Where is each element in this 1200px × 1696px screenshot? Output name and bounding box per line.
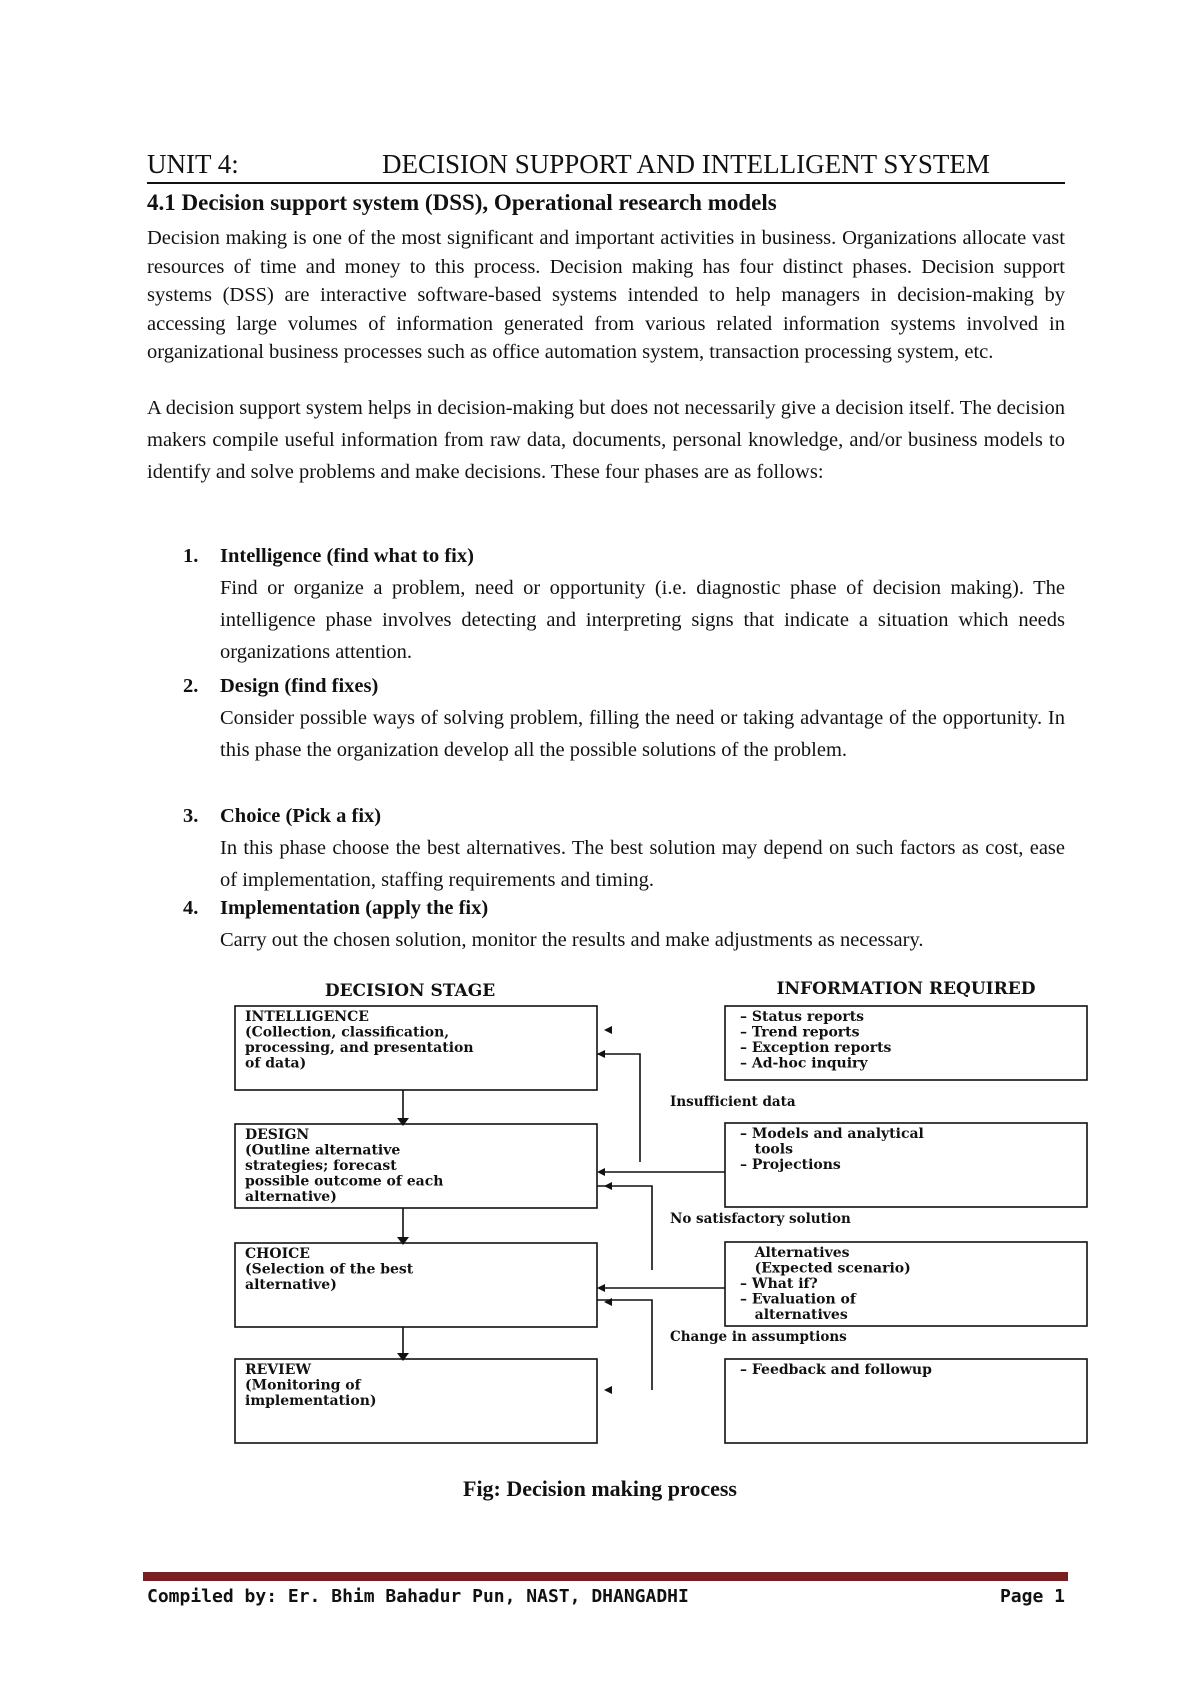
arrowhead — [604, 1298, 612, 1306]
phase-item — [147, 540, 1065, 670]
info-intelligence-text: – Trend reports — [740, 1024, 860, 1041]
feedback-line — [597, 1300, 652, 1390]
unit-header — [147, 148, 1065, 184]
phase-title: Implementation (apply the fix) — [220, 897, 489, 919]
stage-intelligence-text: (Collection, classification, — [245, 1024, 450, 1041]
arrowhead — [604, 1182, 612, 1190]
arrowhead — [597, 1284, 605, 1292]
info-choice-text: Alternatives — [740, 1245, 850, 1261]
decision-process-diagram — [200, 970, 1100, 1450]
info-intelligence-text: – Status reports — [740, 1009, 865, 1025]
info-intelligence-text: – Ad-hoc inquiry — [740, 1055, 868, 1072]
stage-design-text: alternative) — [245, 1189, 337, 1205]
phase-description: Consider possible ways of solving problem, filling the need or taking advantage of the opportunity. In this phase the organization develop all the possible solutions of the problem. — [220, 707, 1065, 761]
stage-intelligence-text: INTELLIGENCE — [245, 1009, 369, 1025]
arrowhead — [597, 1168, 605, 1176]
phase-list — [147, 540, 1065, 952]
phase-number: 1. — [183, 545, 199, 567]
page-number: Page 1 — [999, 1586, 1065, 1607]
phase-number: 4. — [183, 897, 199, 919]
footer-divider — [143, 1572, 1068, 1581]
stage-design-text: (Outline alternative — [245, 1142, 401, 1159]
dss-paragraph: A decision support system helps in decision-making but does not necessarily give a decision itself. The decision makers compile useful information from raw data, documents, personal knowledge, and/or business models to identify and solve problems and make decisions. These four phases are as follows: — [147, 397, 1065, 483]
info-choice-text: – What if? — [740, 1276, 818, 1292]
info-choice-text: (Expected scenario) — [740, 1260, 911, 1277]
stage-design-text: possible outcome of each — [245, 1173, 444, 1190]
phase-description: In this phase choose the best alternatives. The best solution may depend on such factors as cost, ease of implementation, staffing requirements and timing. — [220, 837, 1065, 891]
phase-item — [147, 800, 1065, 892]
arrowhead — [604, 1386, 612, 1394]
stage-design-text: strategies; forecast — [245, 1158, 397, 1174]
unit-label: UNIT 4: — [147, 149, 239, 179]
phase-title: Design (find fixes) — [220, 675, 379, 697]
intro-paragraph: Decision making is one of the most significant and important activities in business. Organizations allocate vast resources of time and money to this process. Decision making has four distinct phases. Decision support systems (DSS) are interactive software-based systems intended to help managers in decision-making by accessing large volumes of information generated from various related information systems involved in organizational business processes such as office automation system, transaction processing system, etc. — [147, 227, 1065, 363]
stage-review-text: (Monitoring of — [245, 1377, 361, 1394]
arrowhead — [397, 1353, 409, 1361]
decision-stage-heading: DECISION STAGE — [324, 981, 496, 1001]
stage-choice-text: CHOICE — [245, 1246, 310, 1262]
phase-number: 3. — [183, 805, 199, 827]
arrowhead — [397, 1237, 409, 1245]
diagram-svg — [200, 970, 1100, 1450]
feedback-line — [597, 1186, 652, 1270]
information-required-heading: INFORMATION REQUIRED — [776, 979, 1036, 999]
arrowhead — [397, 1118, 409, 1126]
info-design-text: – Models and analytical — [740, 1126, 924, 1142]
info-choice-text: – Evaluation of — [740, 1291, 856, 1308]
info-review-text: – Feedback and followup — [740, 1362, 932, 1378]
phase-description: Carry out the chosen solution, monitor the results and make adjustments as necessary. — [220, 929, 924, 951]
info-intelligence-text: – Exception reports — [740, 1040, 892, 1056]
feedback-label-change-in-assumptions: Change in assumptions — [670, 1329, 847, 1345]
phase-title: Intelligence (find what to fix) — [220, 545, 474, 567]
feedback-label-no-satisfactory-solution: No satisfactory solution — [670, 1211, 851, 1227]
phase-number: 2. — [183, 675, 199, 697]
arrowhead — [604, 1026, 612, 1034]
info-choice-text: alternatives — [740, 1307, 848, 1323]
arrowhead — [597, 1050, 605, 1058]
phase-item — [147, 670, 1065, 800]
stage-intelligence-text: processing, and presentation — [245, 1040, 474, 1056]
feedback-label-insufficient-data: Insufficient data — [670, 1094, 796, 1110]
unit-title: DECISION SUPPORT AND INTELLIGENT SYSTEM — [382, 149, 990, 179]
info-design-text: – Projections — [740, 1157, 841, 1173]
phase-description: Find or organize a problem, need or opportunity (i.e. diagnostic phase of decision making). The intelligence phase involves detecting and interpreting signs that indicate a situation which needs organizations attention. — [220, 577, 1065, 663]
stage-choice-text: alternative) — [245, 1277, 337, 1293]
page-footer — [147, 1586, 1065, 1616]
phase-title: Choice (Pick a fix) — [220, 805, 382, 827]
stage-choice-text: (Selection of the best — [245, 1261, 414, 1278]
feedback-line — [597, 1054, 640, 1162]
section-heading: 4.1 Decision support system (DSS), Operational research models — [147, 190, 777, 215]
stage-design-text: DESIGN — [245, 1127, 310, 1143]
stage-review-text: REVIEW — [245, 1362, 312, 1378]
phase-item — [147, 892, 1065, 952]
info-design-text: tools — [740, 1141, 793, 1158]
stage-intelligence-text: of data) — [245, 1055, 307, 1072]
figure-caption: Fig: Decision making process — [463, 1476, 737, 1501]
stage-review-text: implementation) — [245, 1393, 377, 1409]
footer-credit: Compiled by: Er. Bhim Bahadur Pun, NAST, DHANGADHI — [147, 1586, 689, 1607]
